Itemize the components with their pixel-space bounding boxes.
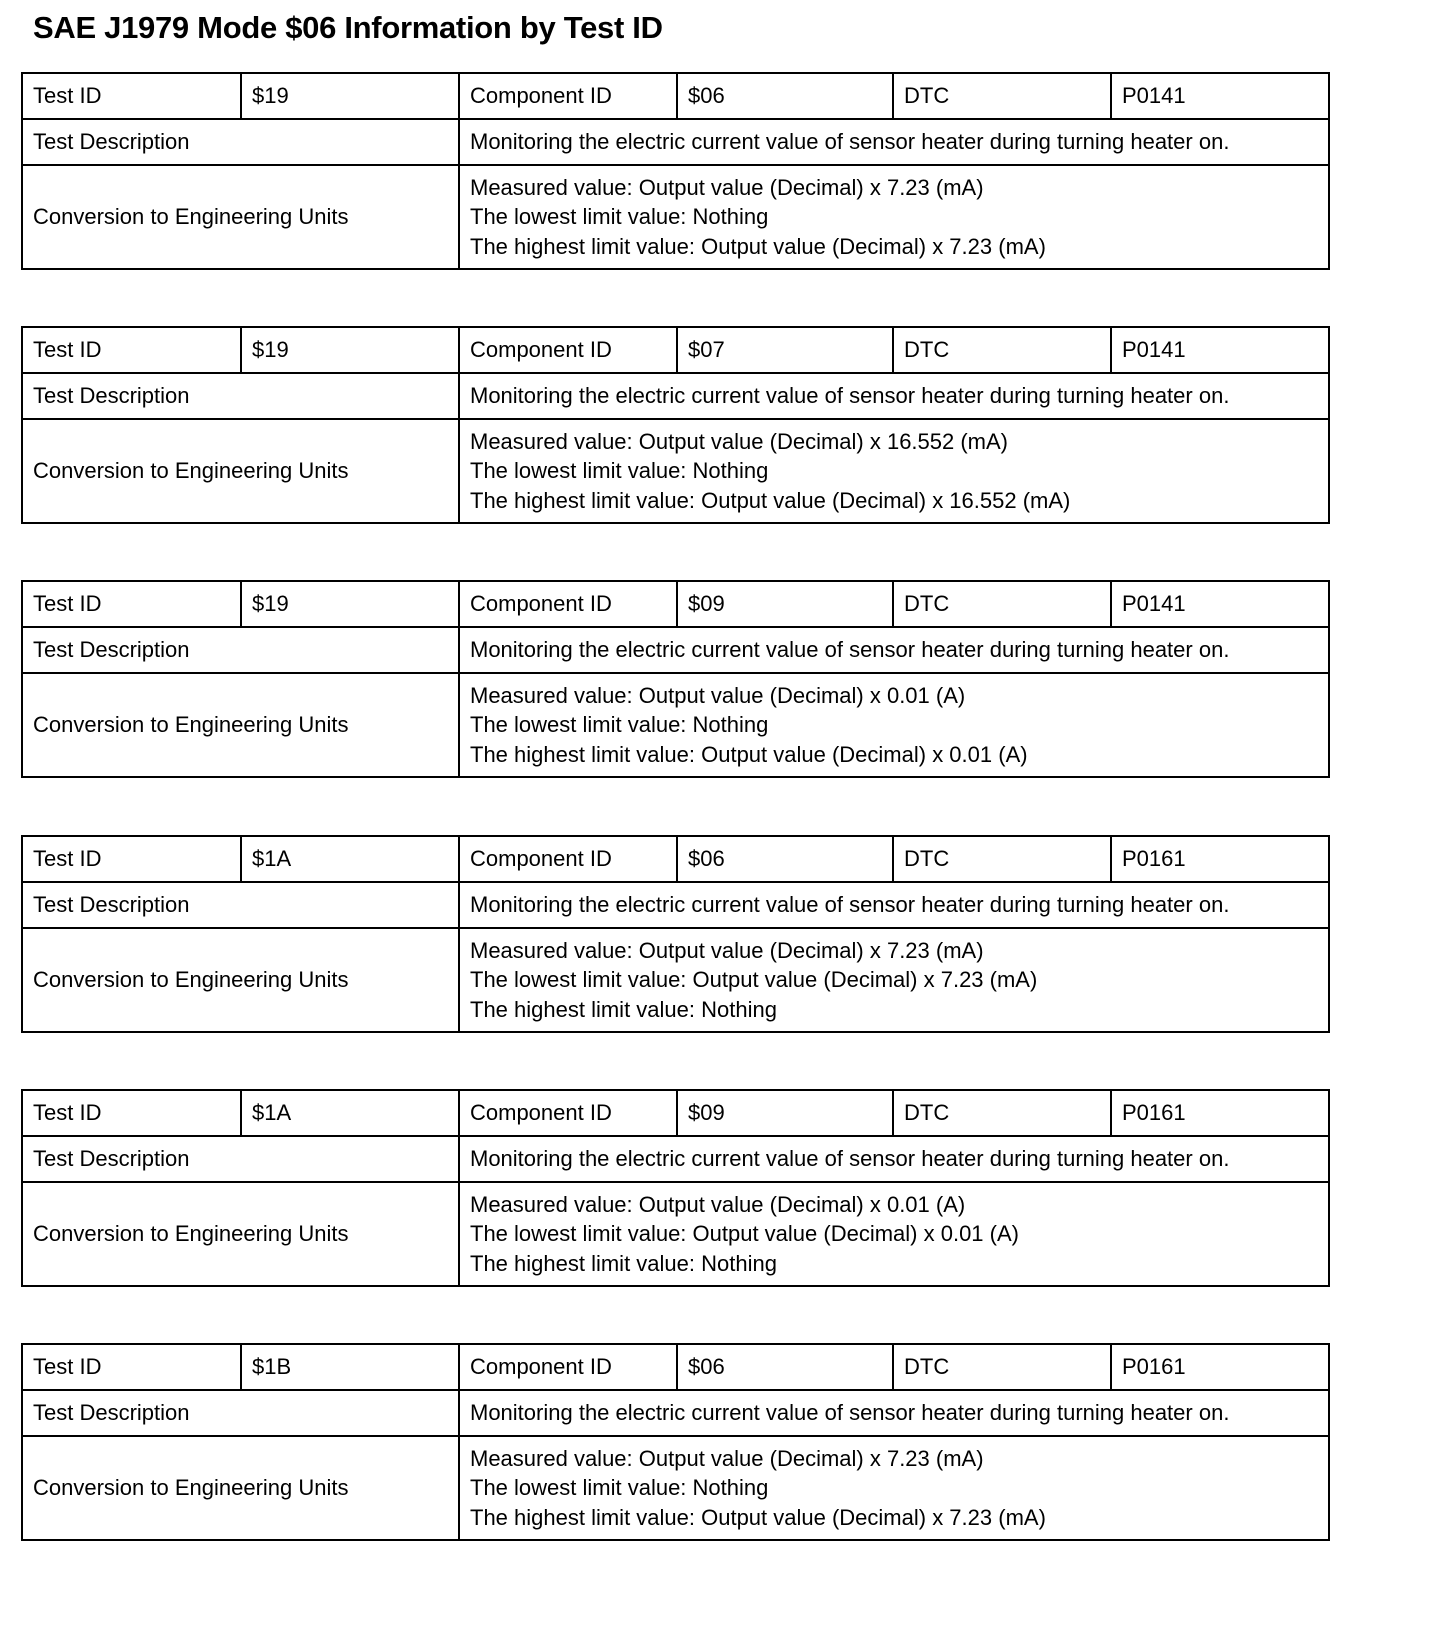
lowest-limit-line: The lowest limit value: Output value (Decimal) x 7.23 (mA) xyxy=(470,967,1038,993)
test-description-value: Monitoring the electric current value of sensor heater during turning heater on. xyxy=(459,882,1329,928)
test-description-value: Monitoring the electric current value of sensor heater during turning heater on. xyxy=(459,119,1329,165)
test-id-value: $19 xyxy=(241,73,459,119)
conversion-label: Conversion to Engineering Units xyxy=(22,673,459,777)
test-description-value: Monitoring the electric current value of sensor heater during turning heater on. xyxy=(459,373,1329,419)
highest-limit-line: The highest limit value: Output value (Decimal) x 0.01 (A) xyxy=(470,741,1028,767)
mode06-test-table xyxy=(21,835,1330,1033)
test-description-label: Test Description xyxy=(22,1136,459,1182)
test-id-label: Test ID xyxy=(22,581,241,627)
test-id-value: $1A xyxy=(241,836,459,882)
conversion-label: Conversion to Engineering Units xyxy=(22,1436,459,1540)
description-row xyxy=(22,1390,1329,1436)
test-id-label: Test ID xyxy=(22,327,241,373)
conversion-value xyxy=(459,165,1329,269)
conversion-row xyxy=(22,419,1329,523)
mode06-test-table xyxy=(21,1089,1330,1287)
conversion-value xyxy=(459,1182,1329,1286)
component-id-label: Component ID xyxy=(459,327,677,373)
conversion-value xyxy=(459,928,1329,1032)
description-row xyxy=(22,882,1329,928)
id-row xyxy=(22,581,1329,627)
test-id-label: Test ID xyxy=(22,1090,241,1136)
component-id-label: Component ID xyxy=(459,836,677,882)
test-id-value: $1B xyxy=(241,1344,459,1390)
lowest-limit-line: The lowest limit value: Nothing xyxy=(470,458,769,484)
lowest-limit-line: The lowest limit value: Output value (Decimal) x 0.01 (A) xyxy=(470,1221,1019,1247)
dtc-value: P0141 xyxy=(1111,327,1329,373)
id-row xyxy=(22,836,1329,882)
description-row xyxy=(22,627,1329,673)
test-id-value: $19 xyxy=(241,581,459,627)
dtc-label: DTC xyxy=(893,1344,1111,1390)
measured-value-line: Measured value: Output value (Decimal) x 7.23 (mA) xyxy=(470,174,984,200)
page-title: SAE J1979 Mode $06 Information by Test ID xyxy=(33,10,663,45)
component-id-label: Component ID xyxy=(459,581,677,627)
test-description-label: Test Description xyxy=(22,882,459,928)
lowest-limit-line: The lowest limit value: Nothing xyxy=(470,204,769,230)
dtc-value: P0161 xyxy=(1111,1090,1329,1136)
id-row xyxy=(22,327,1329,373)
highest-limit-line: The highest limit value: Output value (Decimal) x 7.23 (mA) xyxy=(470,233,1046,259)
highest-limit-line: The highest limit value: Output value (Decimal) x 16.552 (mA) xyxy=(470,487,1071,513)
lowest-limit-line: The lowest limit value: Nothing xyxy=(470,712,769,738)
conversion-label: Conversion to Engineering Units xyxy=(22,419,459,523)
conversion-row xyxy=(22,673,1329,777)
dtc-label: DTC xyxy=(893,1090,1111,1136)
component-id-label: Component ID xyxy=(459,1344,677,1390)
description-row xyxy=(22,119,1329,165)
highest-limit-line: The highest limit value: Nothing xyxy=(470,1250,777,1276)
component-id-value: $06 xyxy=(677,836,893,882)
dtc-value: P0161 xyxy=(1111,1344,1329,1390)
dtc-label: DTC xyxy=(893,327,1111,373)
test-description-value: Monitoring the electric current value of sensor heater during turning heater on. xyxy=(459,1390,1329,1436)
mode06-test-table xyxy=(21,72,1330,270)
component-id-label: Component ID xyxy=(459,1090,677,1136)
test-description-value: Monitoring the electric current value of sensor heater during turning heater on. xyxy=(459,1136,1329,1182)
conversion-label: Conversion to Engineering Units xyxy=(22,928,459,1032)
conversion-value xyxy=(459,1436,1329,1540)
mode06-test-table xyxy=(21,580,1330,778)
measured-value-line: Measured value: Output value (Decimal) x 7.23 (mA) xyxy=(470,937,984,963)
test-id-value: $19 xyxy=(241,327,459,373)
test-id-label: Test ID xyxy=(22,1344,241,1390)
dtc-value: P0141 xyxy=(1111,581,1329,627)
component-id-value: $07 xyxy=(677,327,893,373)
highest-limit-line: The highest limit value: Output value (Decimal) x 7.23 (mA) xyxy=(470,1504,1046,1530)
conversion-label: Conversion to Engineering Units xyxy=(22,1182,459,1286)
id-row xyxy=(22,1344,1329,1390)
conversion-value xyxy=(459,673,1329,777)
component-id-value: $06 xyxy=(677,73,893,119)
measured-value-line: Measured value: Output value (Decimal) x 7.23 (mA) xyxy=(470,1445,984,1471)
test-description-label: Test Description xyxy=(22,373,459,419)
dtc-value: P0161 xyxy=(1111,836,1329,882)
dtc-label: DTC xyxy=(893,581,1111,627)
test-id-label: Test ID xyxy=(22,73,241,119)
measured-value-line: Measured value: Output value (Decimal) x 0.01 (A) xyxy=(470,1191,966,1217)
conversion-row xyxy=(22,928,1329,1032)
mode06-test-table xyxy=(21,1343,1330,1541)
test-description-label: Test Description xyxy=(22,119,459,165)
component-id-value: $09 xyxy=(677,1090,893,1136)
description-row xyxy=(22,1136,1329,1182)
measured-value-line: Measured value: Output value (Decimal) x 16.552 (mA) xyxy=(470,428,1009,454)
dtc-label: DTC xyxy=(893,836,1111,882)
conversion-value xyxy=(459,419,1329,523)
conversion-label: Conversion to Engineering Units xyxy=(22,165,459,269)
highest-limit-line: The highest limit value: Nothing xyxy=(470,996,777,1022)
id-row xyxy=(22,1090,1329,1136)
lowest-limit-line: The lowest limit value: Nothing xyxy=(470,1475,769,1501)
conversion-row xyxy=(22,1182,1329,1286)
conversion-row xyxy=(22,1436,1329,1540)
test-description-value: Monitoring the electric current value of sensor heater during turning heater on. xyxy=(459,627,1329,673)
mode06-test-table xyxy=(21,326,1330,524)
description-row xyxy=(22,373,1329,419)
test-id-label: Test ID xyxy=(22,836,241,882)
component-id-value: $09 xyxy=(677,581,893,627)
test-description-label: Test Description xyxy=(22,1390,459,1436)
component-id-label: Component ID xyxy=(459,73,677,119)
test-id-value: $1A xyxy=(241,1090,459,1136)
dtc-label: DTC xyxy=(893,73,1111,119)
conversion-row xyxy=(22,165,1329,269)
id-row xyxy=(22,73,1329,119)
dtc-value: P0141 xyxy=(1111,73,1329,119)
test-description-label: Test Description xyxy=(22,627,459,673)
measured-value-line: Measured value: Output value (Decimal) x 0.01 (A) xyxy=(470,682,966,708)
component-id-value: $06 xyxy=(677,1344,893,1390)
